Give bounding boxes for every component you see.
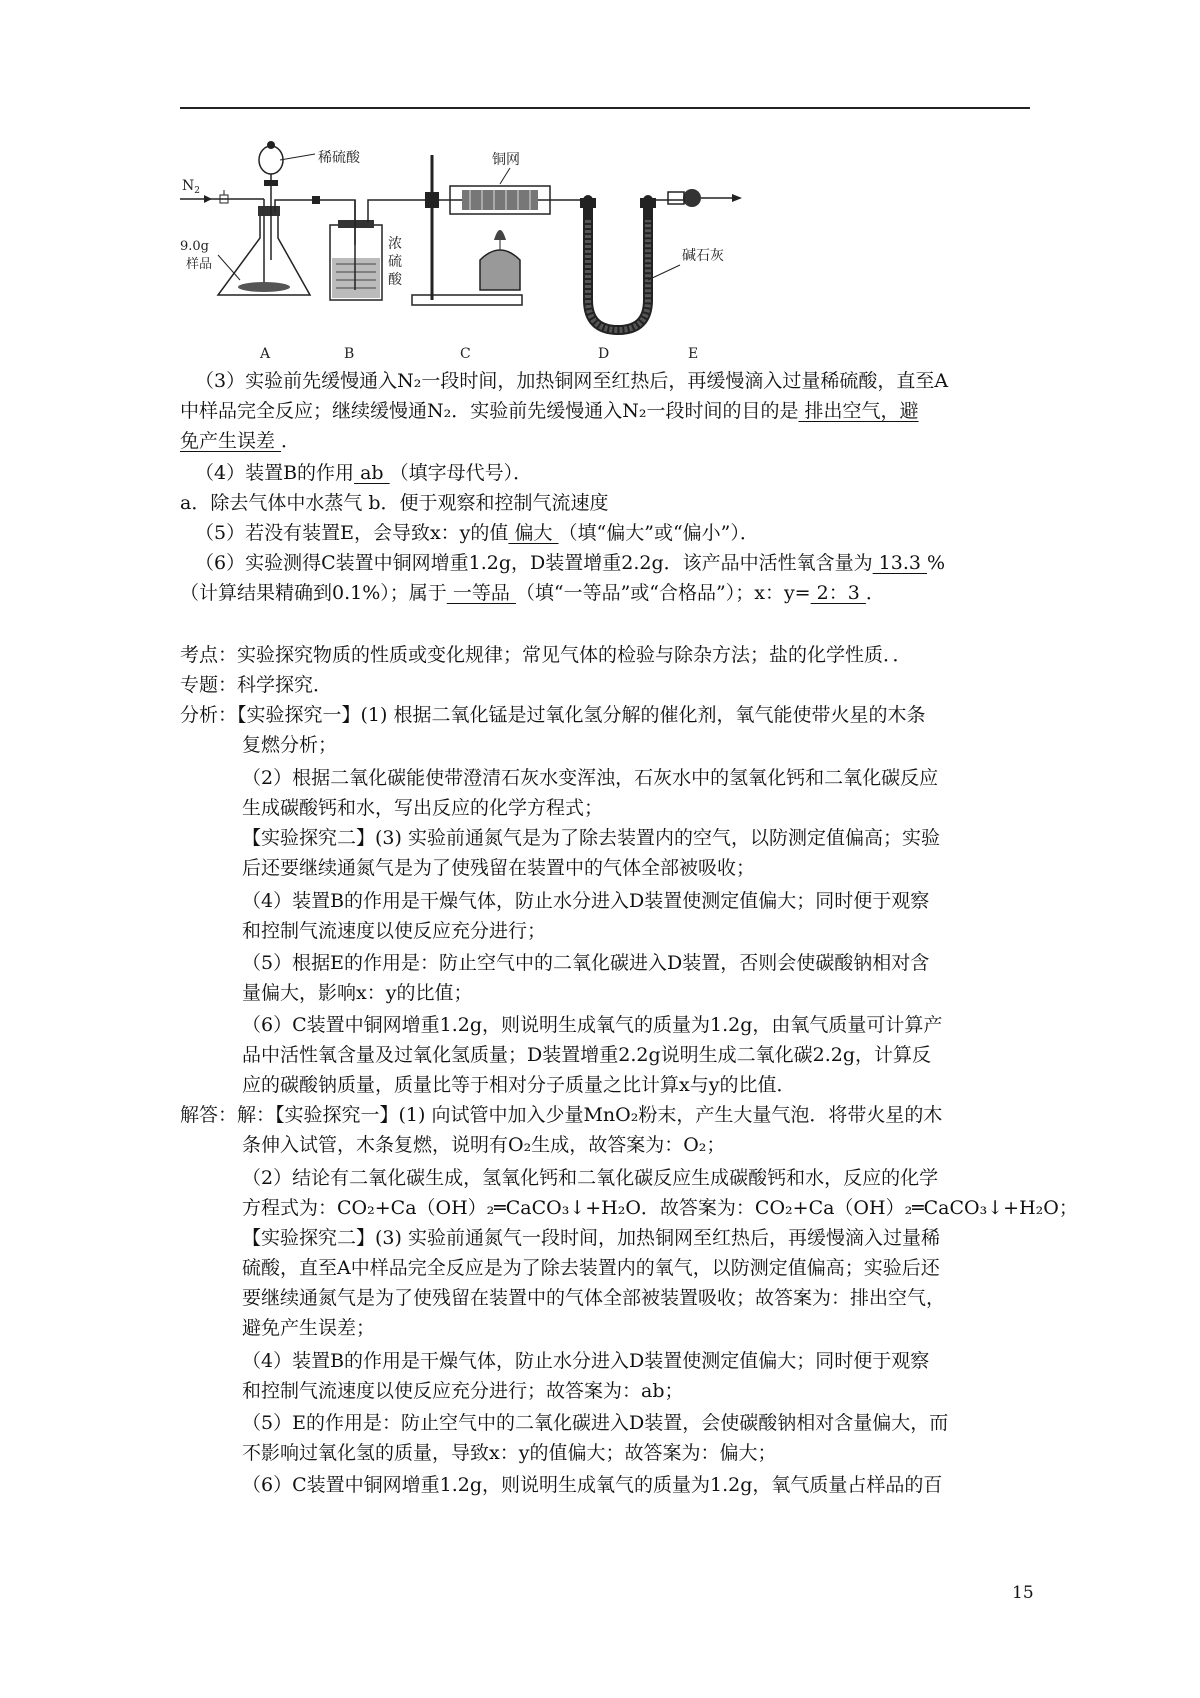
answer-blank: 一等品 (446, 582, 516, 604)
text-line (180, 642, 912, 668)
text-segment: ． (281, 430, 301, 452)
text-line (242, 732, 337, 758)
header-rule (180, 107, 1030, 109)
answer-blank: ab (354, 462, 390, 484)
text-line (180, 580, 885, 606)
text-segment: 考点：实验探究物质的性质或变化规律；常见气体的检验与除杂方法；盐的化学性质．． (180, 644, 912, 666)
text-line (242, 1012, 942, 1038)
sample-mass-label: 9.0g (180, 239, 209, 254)
conc-acid-label-1: 浓 (388, 236, 402, 252)
sample-label: 样品 (186, 257, 213, 272)
text-segment: （5）E的作用是：防止空气中的二氧化碳进入D装置，会使碳酸钠相对含量偏大，而 (242, 1412, 949, 1434)
text-line (242, 1195, 1078, 1221)
text-line (195, 520, 759, 546)
text-line (242, 1042, 931, 1068)
text-segment: 应的碳酸钠质量，质量比等于相对分子质量之比计算x与y的比值． (242, 1074, 796, 1096)
text-line (180, 490, 609, 516)
text-segment: 生成碳酸钙和水，写出反应的化学方程式； (242, 797, 604, 819)
text-line (195, 550, 945, 576)
text-segment: （6）C装置中铜网增重1.2g，则说明生成氧气的质量为1.2g，氧气质量占样品的百 (242, 1474, 943, 1496)
text-line (242, 1165, 938, 1191)
text-segment: （5）若没有装置E，会导致x：y的值 (195, 522, 509, 544)
text-line (180, 428, 300, 454)
text-line (180, 398, 919, 424)
text-line (195, 460, 532, 486)
text-segment: 量偏大，影响x：y的比值； (242, 982, 473, 1004)
text-segment: 专题：科学探究． (180, 674, 333, 696)
text-segment: 要继续通氮气是为了使残留在装置中的气体全部被装置吸收；故答案为：排出空气， (242, 1287, 946, 1309)
soda-lime-label: 碱石灰 (682, 248, 724, 264)
text-segment: 分析：【实验探究一】(1) 根据二氧化锰是过氧化氢分解的催化剂，氧气能使带火星的木条 (180, 704, 926, 726)
answer-blank: 免产生误差 (180, 430, 282, 452)
text-line (195, 368, 948, 394)
text-line (242, 1410, 948, 1436)
text-segment: （2）根据二氧化碳能使带澄清石灰水变浑浊，石灰水中的氢氧化钙和二氧化碳反应 (242, 767, 939, 789)
answer-blank: 排出空气，避 (798, 400, 919, 422)
text-segment: （填字母代号）． (389, 462, 533, 484)
text-line (242, 1315, 375, 1341)
text-segment: （4）装置B的作用是干燥气体，防止水分进入D装置使测定值偏大；同时便于观察 (242, 1350, 930, 1372)
text-segment: 后还要继续通氮气是为了使残留在装置中的气体全部被吸收； (242, 857, 756, 879)
text-line (242, 888, 929, 914)
text-segment: 中样品完全反应；继续缓慢通N₂．实验前先缓慢通入N₂一段时间的目的是 (180, 400, 799, 422)
text-line (242, 1285, 945, 1311)
text-line (242, 980, 472, 1006)
text-segment: 复燃分析； (242, 734, 338, 756)
text-line (242, 918, 546, 944)
label-b: B (344, 346, 355, 362)
text-segment: 不影响过氧化氢的质量，导致x：y的值偏大；故答案为：偏大； (242, 1442, 777, 1464)
answer-blank: 13.3 (872, 552, 928, 574)
text-segment: 条伸入试管，木条复燃，说明有O₂生成，故答案为：O₂； (242, 1134, 726, 1156)
n2-label: $N_2$ (182, 178, 200, 196)
text-line (242, 1072, 795, 1098)
text-line (242, 825, 940, 851)
text-line (180, 702, 925, 728)
text-segment: ． (865, 582, 885, 604)
text-line (242, 1132, 725, 1158)
conc-acid-label-2: 硫 (388, 254, 402, 270)
text-segment: 解答：解：【实验探究一】(1) 向试管中加入少量MnO₂粉末，产生大量气泡．将带火星的木 (180, 1104, 943, 1126)
text-segment: 方程式为：CO₂+Ca（OH）₂═CaCO₃↓+H₂O．故答案为：CO₂+Ca（OH）₂═CaCO₃↓+H₂O； (242, 1197, 1078, 1219)
text-segment: 【实验探究二】(3) 实验前通氮气一段时间，加热铜网至红热后，再缓慢滴入过量稀 (242, 1227, 940, 1249)
text-segment: （2）结论有二氧化碳生成，氢氧化钙和二氧化碳反应生成碳酸钙和水，反应的化学 (242, 1167, 939, 1189)
text-segment: （5）根据E的作用是：防止空气中的二氧化碳进入D装置，否则会使碳酸钠相对含 (242, 952, 930, 974)
dilute-acid-label: 稀硫酸 (318, 150, 360, 166)
text-segment: 和控制气流速度以使反应充分进行； (242, 920, 547, 942)
text-segment: a．除去气体中水蒸气 b．便于观察和控制气流速度 (180, 492, 609, 514)
text-line (242, 1255, 940, 1281)
text-line (242, 855, 755, 881)
text-line (180, 672, 332, 698)
text-line (242, 1225, 940, 1251)
text-segment: （6）C装置中铜网增重1.2g，则说明生成氧气的质量为1.2g，由氧气质量可计算产 (242, 1014, 943, 1036)
page-number: 15 (1012, 1583, 1034, 1603)
text-segment: 品中活性氧含量及过氧化氢质量；D装置增重2.2g说明生成二氧化碳2.2g，计算反 (242, 1044, 931, 1066)
text-line (242, 1378, 684, 1404)
text-segment: （填“一等品”或“合格品”）；x：y= (515, 582, 811, 604)
text-line (242, 1472, 942, 1498)
text-line (242, 1348, 929, 1374)
text-segment: 【实验探究二】(3) 实验前通氮气是为了除去装置内的空气，以防测定值偏高；实验 (242, 827, 940, 849)
text-line (242, 795, 603, 821)
text-line (242, 950, 929, 976)
text-segment: 避免产生误差； (242, 1317, 376, 1339)
text-segment: % (927, 552, 946, 574)
apparatus-diagram (180, 140, 820, 365)
text-segment: （6）实验测得C装置中铜网增重1.2g，D装置增重2.2g．该产品中活性氧含量为 (195, 552, 873, 574)
label-c: C (460, 346, 471, 362)
text-line (242, 1440, 776, 1466)
label-d: D (598, 346, 610, 362)
text-segment: （4）装置B的作用 (195, 462, 355, 484)
text-segment: （3）实验前先缓慢通入N₂一段时间，加热铜网至红热后，再缓慢滴入过量稀硫酸，直至A (195, 370, 949, 392)
text-segment: 硫酸，直至A中样品完全反应是为了除去装置内的氧气，以防测定值偏高；实验后还 (242, 1257, 940, 1279)
answer-blank: 偏大 (508, 522, 559, 544)
copper-mesh-label: 铜网 (492, 152, 520, 168)
label-a: A (260, 346, 271, 362)
text-segment: （4）装置B的作用是干燥气体，防止水分进入D装置使测定值偏大；同时便于观察 (242, 890, 930, 912)
text-line (242, 765, 938, 791)
conc-acid-label-3: 酸 (388, 272, 402, 288)
text-segment: 和控制气流速度以使反应充分进行；故答案为：ab； (242, 1380, 684, 1402)
label-e: E (688, 346, 699, 362)
text-segment: （计算结果精确到0.1%）；属于 (180, 582, 447, 604)
text-segment: （填“偏大”或“偏小”）． (558, 522, 759, 544)
text-line (180, 1102, 942, 1128)
answer-blank: 2：3 (810, 582, 866, 604)
